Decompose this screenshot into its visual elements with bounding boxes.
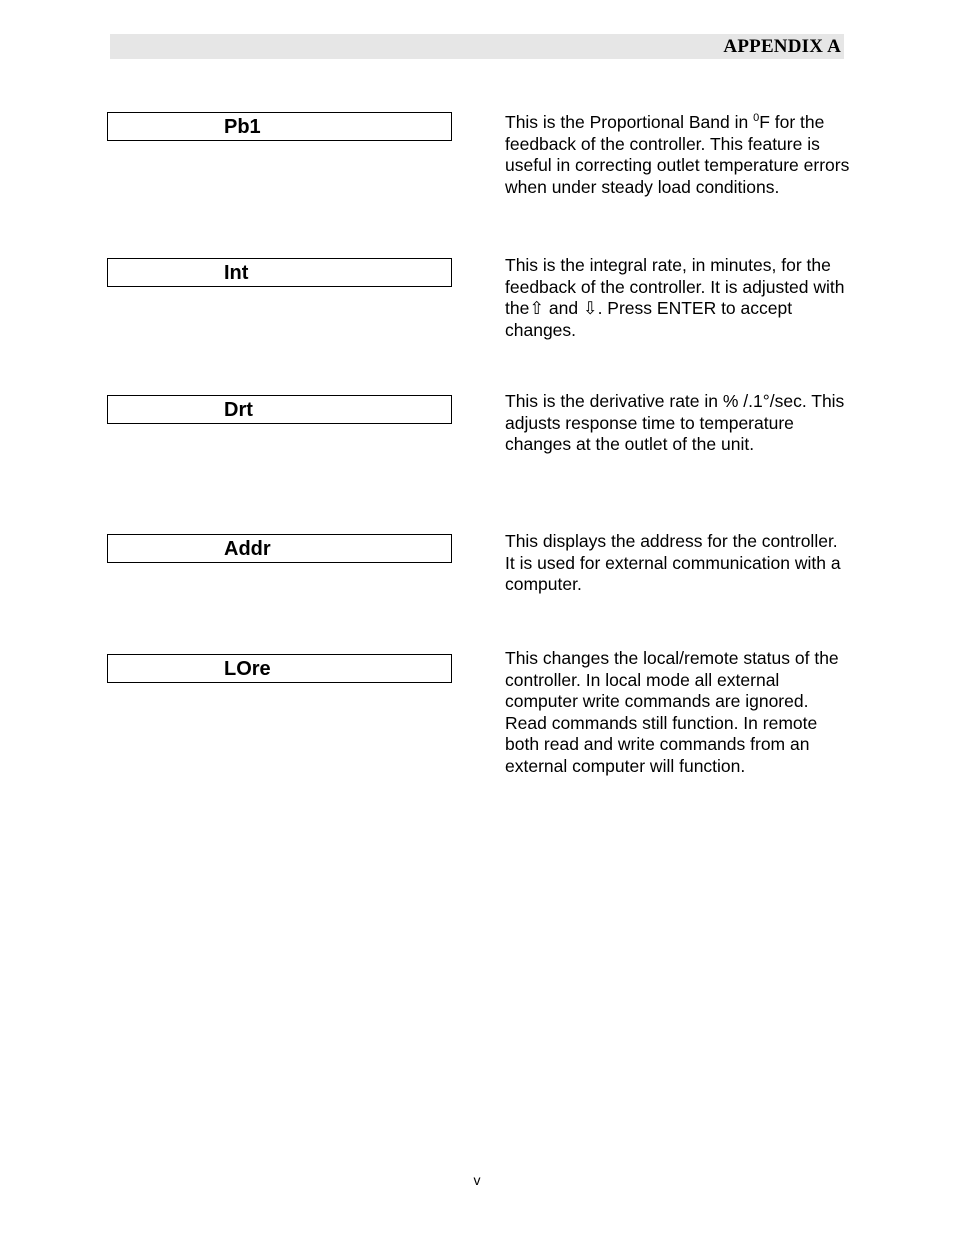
param-box-addr — [107, 534, 452, 563]
param-box-pb1 — [107, 112, 452, 141]
param-description-lore — [505, 648, 850, 778]
param-label-lore: LOre — [224, 658, 271, 680]
lore-description-text: This changes the local/remote status of the controller. In local mode all external computer write commands are ignored. Read commands still function. In remote both read and write commands from an external computer will function. — [505, 648, 839, 776]
pb1-description-start: This is the Proportional Band in — [505, 112, 754, 132]
addr-description-text: This displays the address for the controller. It is used for external communication with a computer. — [505, 531, 841, 595]
param-label-drt: Drt — [224, 399, 253, 421]
param-description-drt — [505, 391, 850, 456]
param-box-lore — [107, 654, 452, 683]
int-description-text: This is the integral rate, in minutes, for the feedback of the controller. It is adjusted with the⇧ and ⇩. Press ENTER to accept changes. — [505, 255, 845, 340]
param-description-addr — [505, 531, 850, 596]
param-label-addr: Addr — [224, 538, 271, 560]
param-box-drt — [107, 395, 452, 424]
appendix-title: APPENDIX A — [723, 36, 841, 57]
param-label-pb1: Pb1 — [224, 116, 261, 138]
drt-description-text: This is the derivative rate in % /.1°/sec. This adjusts response time to temperature changes at the outlet of the unit. — [505, 391, 845, 455]
param-description-pb1 — [505, 112, 850, 198]
param-label-int: Int — [224, 262, 249, 284]
pb1-description-end: F for the feedback of the controller. This feature is useful in correcting outlet temperature errors when under steady load conditions. — [505, 112, 850, 197]
page-number: v — [473, 1172, 481, 1188]
param-description-int — [505, 255, 850, 341]
pb1-degree-superscript: 0 — [753, 112, 760, 124]
header-bar — [110, 34, 844, 59]
param-box-int — [107, 258, 452, 287]
